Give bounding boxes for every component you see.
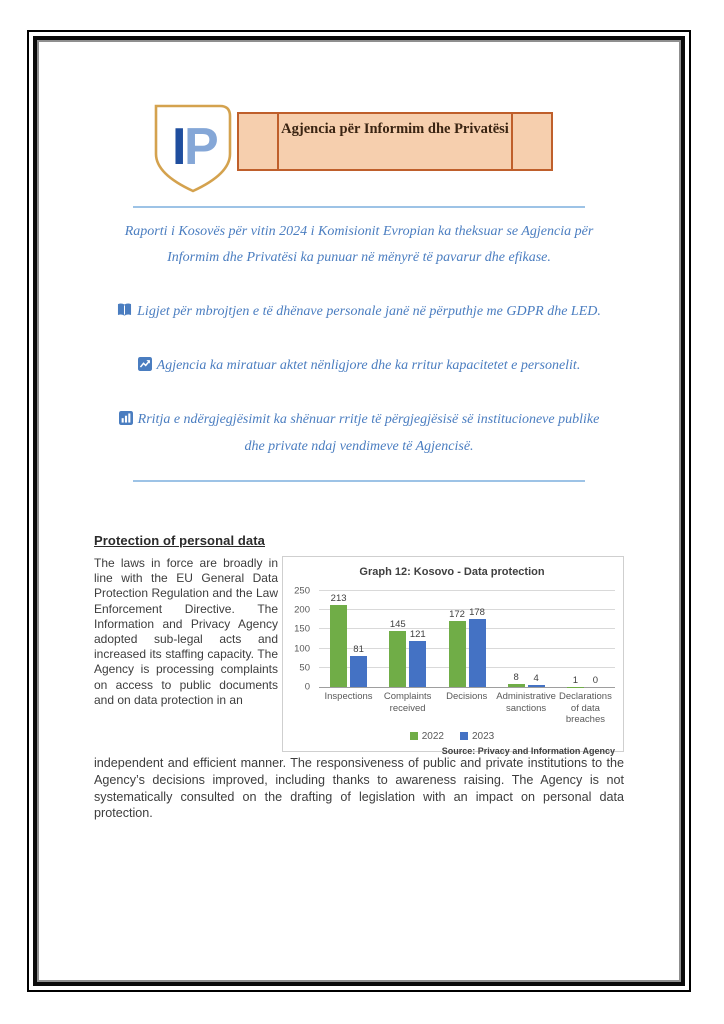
article-columns (94, 556, 624, 756)
chart-bar-wrap (508, 591, 525, 687)
chart-legend-item (410, 731, 444, 742)
chart-bar-2023 (469, 619, 486, 687)
chart-data-label: 8 (513, 671, 519, 683)
page-border-inner (33, 36, 685, 986)
section-heading: Protection of personal data (94, 533, 266, 548)
chart-bar-2022 (389, 631, 406, 687)
chart-x-labels (319, 691, 615, 726)
chart-bar-2022 (449, 621, 466, 687)
legend-swatch-2023 (460, 732, 468, 740)
chart-data-label: 178 (469, 606, 485, 618)
agency-banner (237, 112, 553, 171)
chart-bar-wrap (389, 591, 406, 687)
chart-bar-wrap (449, 591, 466, 687)
highlight-item-laws (109, 298, 609, 325)
chart-data-label: 1 (572, 674, 579, 686)
chart-title: Graph 12: Kosovo - Data protection (359, 566, 545, 578)
chart-bar-group (556, 591, 615, 687)
logo-letter-p: P (184, 118, 219, 176)
chart-legend-label: 2023 (472, 730, 495, 742)
bar-chart-icon (119, 411, 133, 425)
highlight-text: Ligjet për mbrojtjen e të dhënave personale janë në përputhje me GDPR dhe LED. (137, 304, 601, 319)
chart-bar-2022 (508, 684, 525, 687)
chart-x-label: Inspections (324, 691, 373, 702)
agency-name: Agjencia për Informim dhe Privatësi (281, 121, 509, 137)
chart-x-label: Administrative sanctions (496, 691, 556, 714)
chart-bar-wrap (350, 591, 367, 687)
chart-groups (319, 591, 615, 687)
chart-bar-wrap (567, 591, 584, 687)
chart-bar-group (319, 591, 378, 687)
chart-data-label: 213 (330, 593, 347, 605)
logo-letter-i: I (172, 118, 187, 176)
trend-up-icon (138, 357, 152, 371)
chart-bar-wrap (528, 591, 545, 687)
chart-y-tick-label: 100 (294, 643, 310, 655)
chart-legend-item (460, 731, 494, 742)
chart-bar-group (497, 591, 556, 687)
chart-bar-group (378, 591, 437, 687)
highlights-block (94, 219, 624, 460)
chart-data-label: 0 (592, 675, 599, 686)
divider-bottom (133, 480, 585, 482)
chart-y-tick-label: 200 (294, 604, 310, 616)
agency-shield-logo-icon (150, 102, 236, 194)
chart-bar-wrap (409, 591, 426, 687)
book-icon (117, 303, 132, 317)
chart-bar-2023 (409, 641, 426, 687)
article-bottom-paragraph: independent and efficient manner. The responsiveness of public and private institutions to the Agency’s decisions improved, including thanks to awareness raising. The Agency is not systematically consulted on the drafting of legislation with an impact on personal data protection. (94, 756, 624, 821)
chart-x-label: Declarations of data breaches (559, 691, 612, 725)
chart-source: Source: Privacy and Information Agency (441, 745, 615, 756)
chart-plot (294, 585, 615, 693)
chart-bar-2023 (528, 685, 545, 687)
article-left-column: The laws in force are broadly in line with the EU General Data Protection Regulation and the Law Enforcement Directive. The Information and Privacy Agency adopted sub-legal acts and increased its staffing capacity. The Agency is processing complaints on access to public documents and on data protection in an (94, 556, 278, 707)
chart-bar-2023 (350, 656, 367, 687)
chart-legend (289, 731, 615, 742)
page-content (94, 102, 624, 822)
header (150, 102, 624, 194)
chart-y-tick-label: 250 (294, 585, 310, 597)
chart-x-label: Complaints received (383, 691, 432, 714)
chart-data-label: 145 (389, 619, 406, 631)
page-border-outer (27, 30, 691, 992)
chart-data-label: 172 (449, 608, 465, 620)
chart-body (294, 585, 615, 726)
chart-data-label: 81 (353, 643, 364, 655)
chart-y-tick-label: 50 (299, 662, 310, 674)
chart-bar-wrap (587, 591, 604, 687)
chart-data-label: 121 (409, 628, 426, 640)
chart-bar-2022 (330, 605, 347, 687)
data-protection-chart (282, 556, 624, 756)
chart-x-label: Decisions (446, 691, 488, 702)
chart-data-label: 4 (533, 673, 539, 685)
highlight-item-awareness (109, 406, 609, 460)
chart-legend-label: 2022 (421, 730, 444, 742)
highlight-text: Rritja e ndërgjegjësimit ka shënuar rritje të përgjegjësisë së institucioneve publike dhe private ndaj vendimeve të Agjencisë. (137, 412, 600, 454)
chart-y-tick-label: 0 (304, 681, 310, 693)
chart-y-axis (289, 585, 313, 693)
chart-bar-wrap (469, 591, 486, 687)
banner-divider-right (511, 114, 513, 169)
highlight-item-capacity (109, 352, 609, 379)
highlight-text: Agjencia ka miratuar aktet nënligjore dhe ka rritur kapacitetet e personelit. (156, 358, 581, 373)
divider-top (133, 206, 585, 208)
highlight-intro: Raporti i Kosovës për vitin 2024 i Komisionit Evropian ka theksuar se Agjencia për Informim dhe Privatësi ka punuar në mënyrë të pavarur dhe efikase. (124, 224, 594, 265)
legend-swatch-2022 (410, 732, 418, 740)
chart-y-tick-label: 150 (294, 623, 310, 635)
chart-bar-wrap (330, 591, 347, 687)
chart-bar-group (437, 591, 496, 687)
